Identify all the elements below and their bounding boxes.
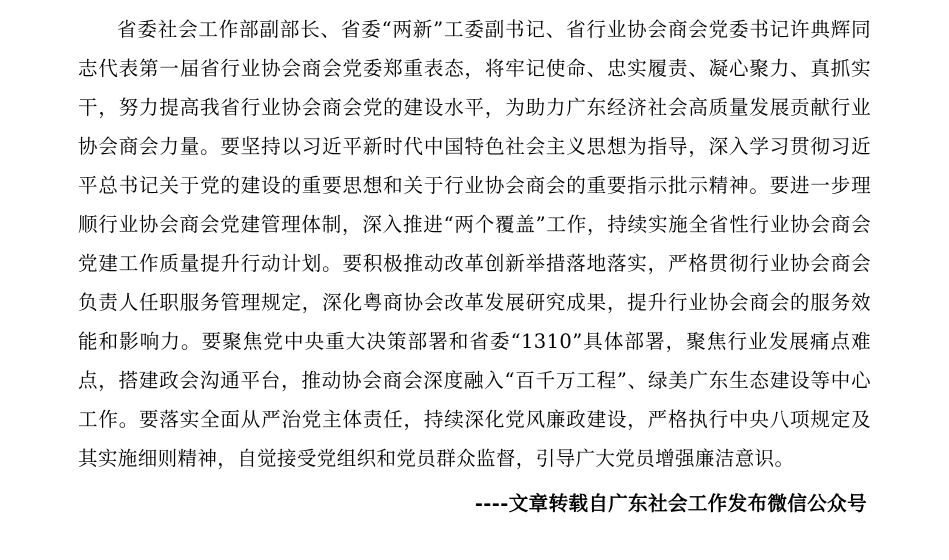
body-paragraph: 省委社会工作部副部长、省委“两新”工委副书记、省行业协会商会党委书记许典辉同志代表第一届省行业协会商会党委郑重表态，将牢记使命、忠实履责、凝心聚力、真抓实干，努力提高我省行业协会商会党的建设水平，为助力广东经济社会高质量发展贡献行业协会商会力量。要坚持以习近平新时代中国特色社会主义思想为指导，深入学习贯彻习近平总书记关于党的建设的重要思想和关于行业协会商会的重要指示批示精神。要进一步理顺行业协会商会党建管理体制，深入推进“两个覆盖”工作，持续实施全省性行业协会商会党建工作质量提升行动计划。要积极推动改革创新举措落地落实，严格贯彻行业协会商会负责人任职服务管理规定，深化粤商协会改革发展研究成果，提升行业协会商会的服务效能和影响力。要聚焦党中央重大决策部署和省委“1310”具体部署，聚焦行业发展痛点难点，搭建政会沟通平台，推动协会商会深度融入“百千万工程”、绿美广东生态建设等中心工作。要落实全面从严治党主体责任，持续深化党风廉政建设，严格执行中央八项规定及其实施细则精神，自觉接受党组织和党员群众监督，引导广大党员增强廉洁意识。: [78, 18, 871, 470]
source-attribution: ----文章转载自广东社会工作发布微信公众号: [474, 492, 867, 515]
